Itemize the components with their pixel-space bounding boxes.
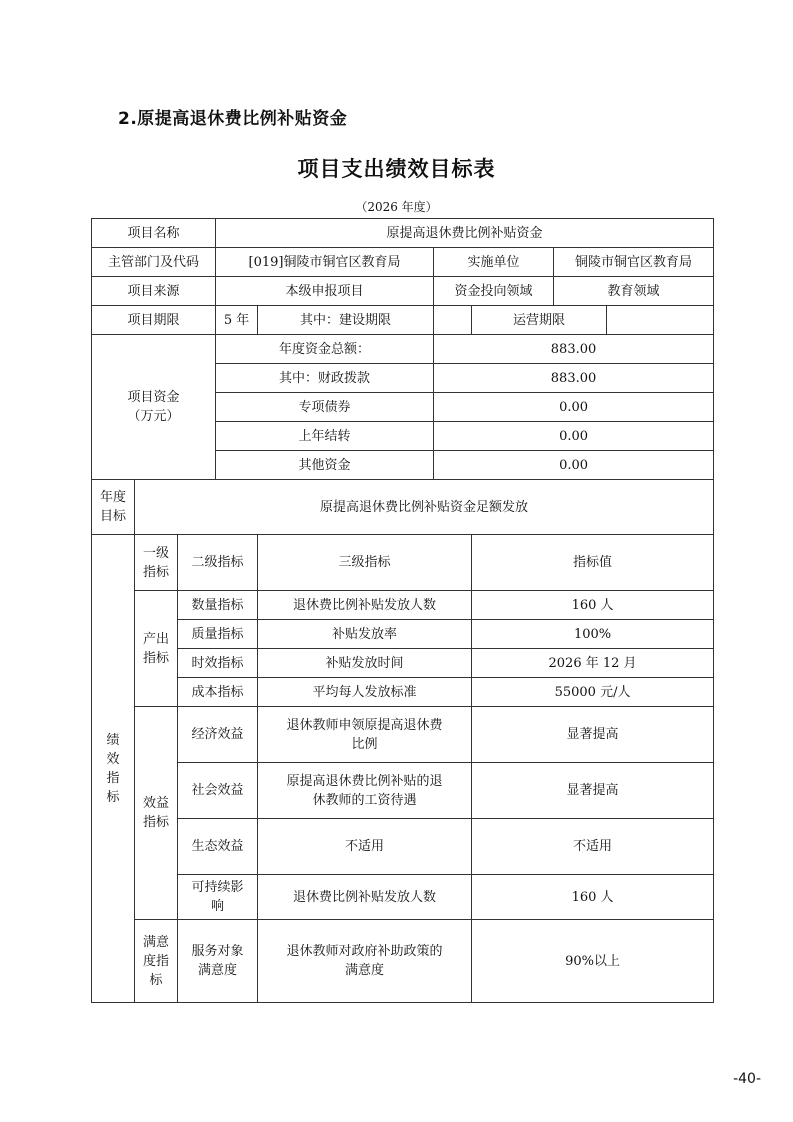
project-name-value: 原提高退休费比例补贴资金 [216,219,714,248]
level2-cell: 质量指标 [178,620,258,649]
level3-line1: 原提高退休费比例补贴的退 [286,773,443,789]
annual-goal-label-line1: 年度 [99,490,126,505]
fund-item-value: 883.00 [434,335,714,364]
operation-value [607,306,714,335]
output-indicator-label [135,591,178,707]
row-project-name [92,219,714,248]
benefit-indicator-label [135,707,178,920]
level2-cell [178,920,258,1003]
benefit-label-line1: 效益 [142,796,169,811]
level3-line1: 不适用 [345,839,385,854]
perf-label-char: 效 [106,751,120,767]
annual-goal-label-line2: 目标 [99,509,126,524]
year-label: （2026 年度） [355,200,438,214]
level1-header-line1: 一级 [142,545,169,561]
fund-item-label: 其他资金 [216,451,434,480]
fund-item-label: 其中：财政拨款 [216,364,434,393]
satisfaction-label-line1: 满意 [142,934,169,950]
value-header: 指标值 [472,535,714,591]
satisfaction-indicator-label [135,920,178,1003]
level2-line2: 满意度 [198,963,238,978]
impl-value: 铜陵市铜官区教育局 [554,248,714,277]
benefit-indicator-row [92,763,714,819]
fund-row [92,335,714,364]
level3-cell: 补贴发放率 [258,620,472,649]
output-indicator-row [92,620,714,649]
level3-line2: 休教师的工资待遇 [312,792,417,808]
level2-line2: 响 [211,899,225,914]
performance-indicator-label [92,535,135,1003]
level1-header [135,535,178,591]
level2-cell [178,875,258,920]
level1-header-line2: 指标 [142,564,169,580]
source-value: 本级申报项目 [216,277,434,306]
output-label-line1: 产出 [142,631,169,647]
performance-target-table [91,218,714,1003]
value-cell: 显著提高 [472,763,714,819]
level2-cell: 成本指标 [178,678,258,707]
domain-label: 资金投向领域 [434,277,554,306]
level3-line1: 退休费比例补贴发放人数 [293,889,437,905]
fund-item-label: 年度资金总额： [216,335,434,364]
indicator-header-row [92,535,714,591]
funds-label-line2: （万元） [127,409,180,424]
value-cell: 160 人 [472,591,714,620]
funds-label-line1: 项目资金 [127,390,180,405]
level3-cell [258,920,472,1003]
fund-item-value: 0.00 [434,393,714,422]
dept-value: [019]铜陵市铜官区教育局 [216,248,434,277]
construction-label: 其中：建设期限 [258,306,434,335]
level2-header: 二级指标 [178,535,258,591]
row-annual-goal [92,480,714,535]
benefit-indicator-row [92,875,714,920]
row-source [92,277,714,306]
construction-value [434,306,472,335]
level3-cell [258,763,472,819]
value-cell: 不适用 [472,819,714,875]
fund-item-value: 0.00 [434,422,714,451]
benefit-label-line2: 指标 [142,815,169,830]
document-title: 项目支出绩效目标表 [297,157,496,181]
operation-label: 运营期限 [472,306,607,335]
perf-label-char: 指 [106,770,120,786]
satisfaction-label-line2: 度指 [142,953,169,969]
level3-cell: 补贴发放时间 [258,649,472,678]
output-indicator-row [92,591,714,620]
level3-cell [258,819,472,875]
benefit-indicator-row [92,819,714,875]
level2-cell: 社会效益 [178,763,258,819]
period-value: 5 年 [216,306,258,335]
level3-cell: 退休费比例补贴发放人数 [258,591,472,620]
level3-line2: 比例 [351,736,378,752]
level3-line2: 满意度 [345,963,385,978]
value-cell: 160 人 [472,875,714,920]
source-label: 项目来源 [92,277,216,306]
section-heading: 2.原提高退休费比例补贴资金 [118,109,348,129]
benefit-indicator-row [92,707,714,763]
fund-item-label: 上年结转 [216,422,434,451]
level2-cell: 数量指标 [178,591,258,620]
level3-cell [258,875,472,920]
level3-cell [258,707,472,763]
satisfaction-indicator-row [92,920,714,1003]
value-cell: 2026 年 12 月 [472,649,714,678]
level2-cell: 生态效益 [178,819,258,875]
level2-cell: 经济效益 [178,707,258,763]
value-cell: 100% [472,620,714,649]
output-indicator-row [92,649,714,678]
level3-cell: 平均每人发放标准 [258,678,472,707]
satisfaction-label-line3: 标 [149,972,163,988]
level2-line1: 服务对象 [191,944,244,959]
value-cell: 显著提高 [472,707,714,763]
perf-label-char: 绩 [106,732,120,748]
period-label: 项目期限 [92,306,216,335]
project-name-label: 项目名称 [92,219,216,248]
domain-value: 教育领域 [554,277,714,306]
impl-label: 实施单位 [434,248,554,277]
annual-goal-label [92,480,135,535]
row-period [92,306,714,335]
perf-label-char: 标 [106,789,120,805]
fund-item-label: 专项债券 [216,393,434,422]
fund-item-value: 883.00 [434,364,714,393]
output-label-line2: 指标 [142,650,169,666]
dept-label: 主管部门及代码 [92,248,216,277]
level2-cell: 时效指标 [178,649,258,678]
level2-line1: 可持续影 [191,880,244,895]
funds-label [92,335,216,480]
output-indicator-row [92,678,714,707]
level3-line1: 退休教师申领原提高退休费 [286,717,443,733]
value-cell: 90%以上 [472,920,714,1003]
page-number: -40- [733,1071,761,1087]
row-department [92,248,714,277]
annual-goal-text: 原提高退休费比例补贴资金足额发放 [135,480,714,535]
value-cell: 55000 元/人 [472,678,714,707]
fund-item-value: 0.00 [434,451,714,480]
level3-line1: 退休教师对政府补助政策的 [286,944,443,959]
level3-header: 三级指标 [258,535,472,591]
